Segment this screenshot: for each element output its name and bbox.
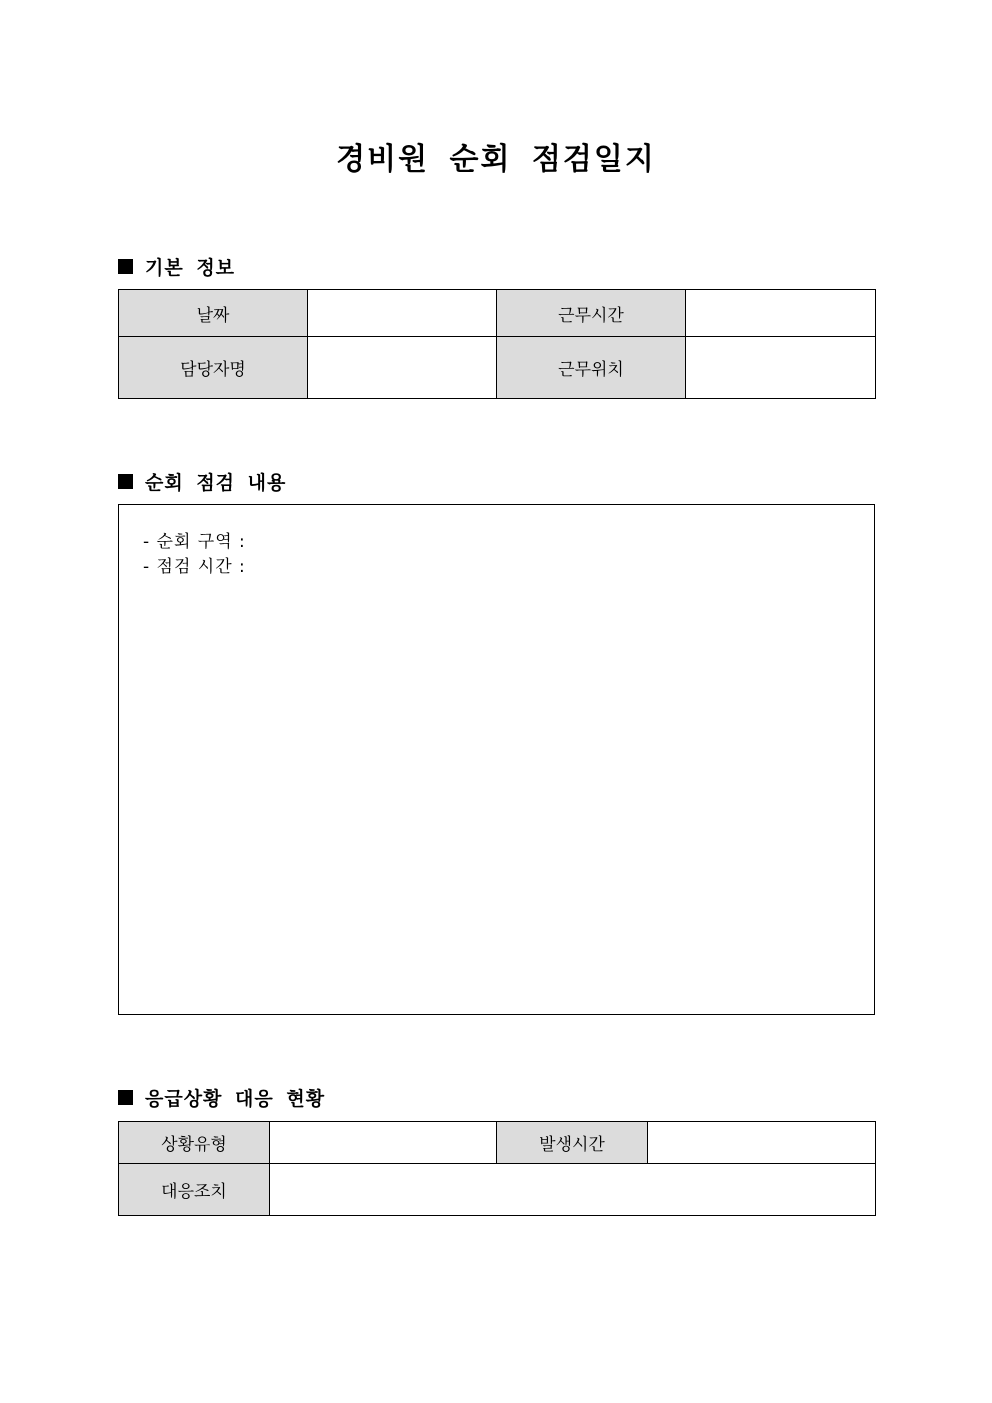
table-row xyxy=(119,1122,876,1164)
page-title: 경비원 순회 점검일지 xyxy=(336,142,656,177)
section-heading-emergency xyxy=(118,1084,325,1111)
response-action-label: 대응조치 xyxy=(119,1164,270,1216)
person-name-field[interactable] xyxy=(308,337,497,399)
inspection-time-line: - 점검 시간 : xyxy=(143,557,246,577)
situation-type-label: 상황유형 xyxy=(119,1122,270,1164)
section-heading-label: 응급상황 대응 현황 xyxy=(145,1088,326,1110)
occurrence-time-field[interactable] xyxy=(648,1122,876,1164)
basic-info-table xyxy=(118,289,876,399)
section-heading-label: 순회 점검 내용 xyxy=(145,472,287,494)
work-location-field[interactable] xyxy=(686,337,876,399)
section-heading-patrol xyxy=(118,468,286,495)
situation-type-field[interactable] xyxy=(270,1122,497,1164)
table-row xyxy=(119,290,876,337)
date-label: 날짜 xyxy=(119,290,308,337)
table-row xyxy=(119,337,876,399)
occurrence-time-label: 발생시간 xyxy=(497,1122,648,1164)
section-heading-basic-info xyxy=(118,253,235,280)
date-field[interactable] xyxy=(308,290,497,337)
section-heading-label: 기본 정보 xyxy=(145,257,236,279)
patrol-content-box[interactable] xyxy=(118,504,875,1015)
person-name-label: 담당자명 xyxy=(119,337,308,399)
square-bullet-icon xyxy=(118,1090,133,1105)
emergency-table xyxy=(118,1121,876,1216)
work-time-label: 근무시간 xyxy=(497,290,686,337)
response-action-field[interactable] xyxy=(270,1164,876,1216)
patrol-area-line: - 순회 구역 : xyxy=(143,532,246,552)
square-bullet-icon xyxy=(118,259,133,274)
work-time-field[interactable] xyxy=(686,290,876,337)
square-bullet-icon xyxy=(118,474,133,489)
work-location-label: 근무위치 xyxy=(497,337,686,399)
table-row xyxy=(119,1164,876,1216)
